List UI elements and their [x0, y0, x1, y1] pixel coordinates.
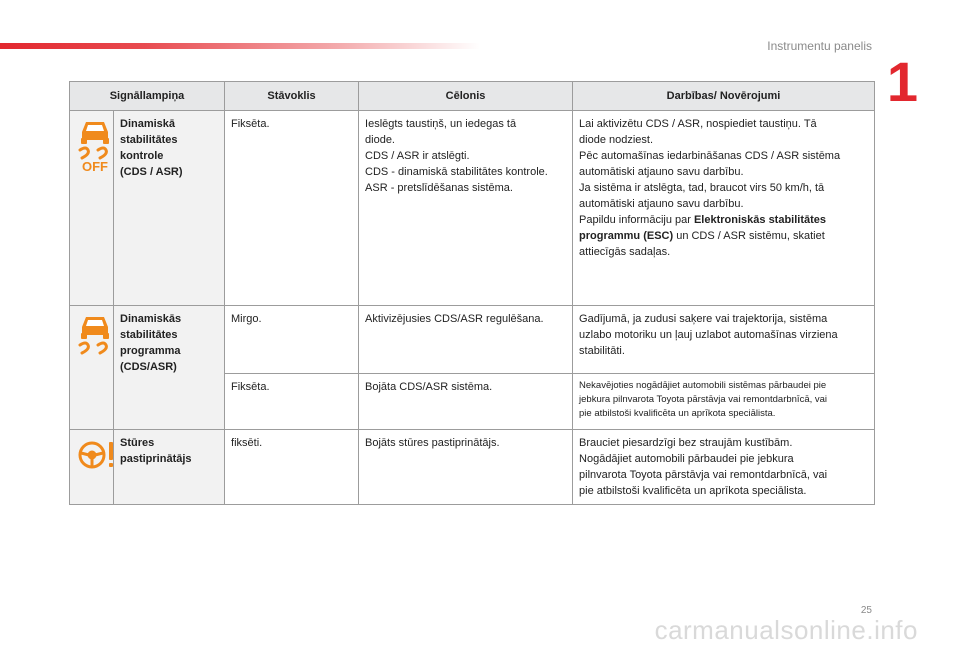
- action-line: jebkura pilnvarota Toyota pārstāvja vai remontdarbnīcā, vai: [579, 394, 828, 405]
- header-accent-bar: [0, 43, 480, 49]
- name-line: kontrole: [120, 150, 164, 162]
- power-steering-warning-icon: [76, 437, 116, 473]
- header-cause: Cēlonis: [359, 82, 573, 111]
- action-line: Ja sistēma ir atslēgta, tad, braucot virs 50 km/h, tā: [579, 182, 825, 194]
- name-line: (CDS / ASR): [120, 166, 183, 178]
- action-line: Pēc automašīnas iedarbināšanas CDS / ASR sistēma: [579, 150, 841, 162]
- action-line: Lai aktivizētu CDS / ASR, nospiediet taustiņu. Tā: [579, 118, 817, 130]
- page-number: 25: [860, 605, 872, 616]
- action-line: Nogādājiet automobili pārbaudei pie jebkura: [579, 453, 794, 465]
- action-cell: [573, 374, 875, 430]
- signal-name: [114, 430, 225, 505]
- chapter-number: 1: [886, 50, 918, 113]
- name-line: (CDS/ASR): [120, 361, 177, 373]
- action-line: stabilitāti.: [579, 345, 625, 357]
- state-cell: fiksēti.: [225, 430, 359, 505]
- cause-cell: [359, 111, 573, 306]
- cause-line: CDS - dinamiskā stabilitātes kontrole.: [365, 166, 548, 178]
- action-ref-bold: programmu (ESC): [579, 230, 674, 242]
- cause-line: diode.: [365, 134, 395, 146]
- action-line: [579, 212, 868, 228]
- table-row: [70, 111, 875, 306]
- icon-cell: [70, 430, 114, 505]
- signal-name: [114, 306, 225, 430]
- cause-cell: Aktivizējusies CDS/ASR regulēšana.: [359, 306, 573, 374]
- action-line: pilnvarota Toyota pārstāvja vai remontdarbnīcā, vai: [579, 469, 828, 481]
- signal-name: [114, 111, 225, 306]
- action-line: automātiski atjauno savu darbību.: [579, 166, 744, 178]
- name-line: Dinamiskās: [120, 313, 182, 325]
- state-cell: Mirgo.: [225, 306, 359, 374]
- svg-text:OFF: OFF: [82, 159, 108, 174]
- cause-line: ASR - pretslīdēšanas sistēma.: [365, 182, 513, 194]
- action-line: pie atbilstoši kvalificēta un aprīkota speciālista.: [579, 408, 776, 419]
- cause-line: CDS / ASR ir atslēgti.: [365, 150, 470, 162]
- traction-control-off-icon: [76, 118, 114, 174]
- name-line: stabilitātes: [120, 329, 178, 341]
- cause-cell: Bojāta CDS/ASR sistēma.: [359, 374, 573, 430]
- name-line: programma: [120, 345, 181, 357]
- action-cell: [573, 111, 875, 306]
- state-cell: Fiksēta.: [225, 111, 359, 306]
- header-actions: Darbības/ Novērojumi: [573, 82, 875, 111]
- action-line: pie atbilstoši kvalificēta un aprīkota speciālista.: [579, 485, 807, 497]
- warning-lights-table: [69, 81, 875, 505]
- table-row: [70, 306, 875, 374]
- action-ref-text: un CDS / ASR sistēmu, skatiet: [673, 230, 825, 242]
- table-row: [70, 430, 875, 505]
- action-line: automātiski atjauno savu darbību.: [579, 198, 744, 210]
- icon-cell: [70, 306, 114, 430]
- name-line: Dinamiskā: [120, 118, 176, 130]
- cause-line: Ieslēgts taustiņš, un iedegas tā: [365, 118, 517, 130]
- section-title: Instrumentu panelis: [767, 39, 872, 53]
- action-line: [579, 228, 868, 244]
- action-ref-text: Papildu informāciju par: [579, 214, 694, 226]
- name-line: pastiprinātājs: [120, 453, 192, 465]
- watermark-text: carmanualsonline.info: [654, 615, 918, 645]
- action-line: uzlabo motoriku un ļauj uzlabot automašīnas virziena: [579, 329, 838, 341]
- action-line: Nekavējoties nogādājiet automobili sistēmas pārbaudei pie: [579, 380, 827, 391]
- state-cell: Fiksēta.: [225, 374, 359, 430]
- action-line: Brauciet piesardzīgi bez straujām kustībām.: [579, 437, 793, 449]
- action-cell: [573, 430, 875, 505]
- action-line: Gadījumā, ja zudusi saķere vai trajektorija, sistēma: [579, 313, 828, 325]
- name-line: Stūres: [120, 437, 155, 449]
- action-cell: [573, 306, 875, 374]
- header-signal-light: Signāllampiņa: [70, 82, 225, 111]
- cause-cell: Bojāts stūres pastiprinātājs.: [359, 430, 573, 505]
- traction-control-icon: [76, 313, 114, 355]
- action-ref-bold: Elektroniskās stabilitātes: [693, 214, 827, 226]
- name-line: stabilitātes: [120, 134, 178, 146]
- header-state: Stāvoklis: [225, 82, 359, 111]
- icon-cell: [70, 111, 114, 306]
- table-header-row: [70, 82, 875, 111]
- action-line: attiecīgās sadaļas.: [579, 246, 671, 258]
- action-line: diode nodziest.: [579, 134, 654, 146]
